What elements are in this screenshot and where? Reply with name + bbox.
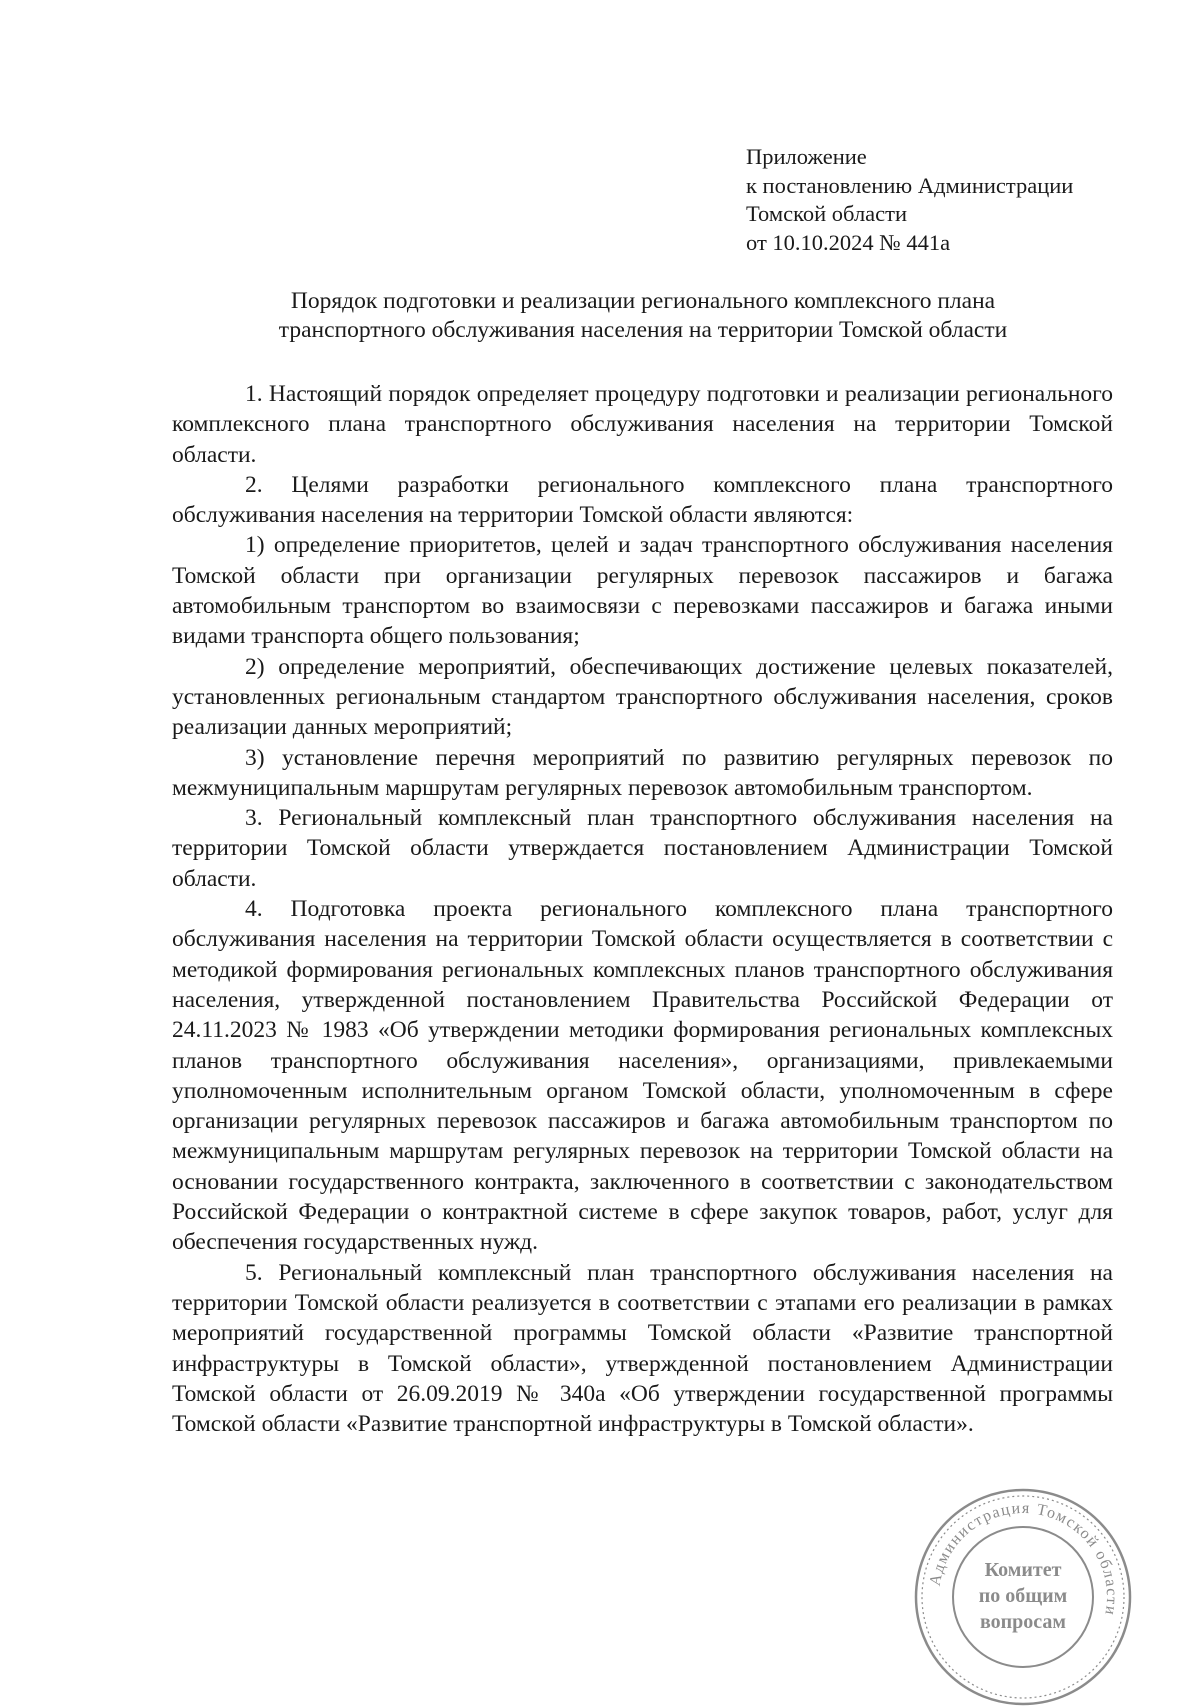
paragraph-3: 3. Региональный комплексный план транспортного обслуживания населения на территории Томской области утверждается постановлением Администрации Томской области. bbox=[172, 805, 1113, 892]
paragraph-2-item-2: 2) определение мероприятий, обеспечивающих достижение целевых показателей, установленных региональным стандартом транспортного обслуживания населения, сроков реализации данных мероприятий; bbox=[172, 653, 1113, 741]
document-title-line-1: Порядок подготовки и реализации регионального комплексного плана bbox=[290, 288, 996, 314]
paragraph-1: 1. Настоящий порядок определяет процедуру подготовки и реализации регионального комплексного плана транспортного обслуживания населения на территории Томской области. bbox=[172, 381, 1113, 468]
paragraph-5: 5. Региональный комплексный план транспортного обслуживания населения на территории Томской области реализуется в соответствии с этапами его реализации в рамках мероприятий государственной программы Томской области «Развитие транспортной инфраструктуры в Томской области», утвержденной постановлением Администрации Томской области от 26.09.2019 № 340а «Об утверждении государственной программы Томской области «Развитие транспортной инфраструктуры в Томской области». bbox=[172, 1259, 1113, 1438]
stamp-center-line-3: вопросам bbox=[979, 1611, 1067, 1633]
approval-line-region: Томской области bbox=[746, 201, 908, 226]
approval-line-appendix: Приложение bbox=[746, 144, 867, 169]
paragraph-4: 4. Подготовка проекта регионального комплексного плана транспортного обслуживания населения на территории Томской области осуществляется в соответствии с методикой формирования региональных комплексных планов транспортного обслуживания населения, утвержденной постановлением Правительства Российской Федерации от 24.11.2023 № 1983 «Об утверждении методики формирования региональных комплексных планов транспортного обслуживания населения», организациями, привлекаемыми уполномоченным исполнительным органом Томской области, уполномоченным в сфере организации регулярных перевозок пассажиров и багажа автомобильным транспортом по межмуниципальным маршрутам регулярных перевозок на территории Томской области на основании государственного контракта, заключенного в соответствии с законодательством Российской Федерации о контрактной системе в сфере закупок товаров, работ, услуг для обеспечения государственных нужд. bbox=[172, 896, 1113, 1256]
stamp-center-line-1: Комитет bbox=[984, 1559, 1062, 1581]
official-stamp bbox=[912, 1486, 1134, 1708]
stamp-center-line-2: по общим bbox=[978, 1585, 1068, 1607]
paragraph-2-item-1: 1) определение приоритетов, целей и задач транспортного обслуживания населения Томской области при организации регулярных перевозок пассажиров и багажа автомобильным транспортом во взаимосвязи с перевозками пассажиров и багажа иными видами транспорта общего пользования; bbox=[172, 532, 1113, 650]
document-body bbox=[172, 379, 1113, 1439]
document-title-line-2: транспортного обслуживания населения на территории Томской области bbox=[278, 317, 1008, 343]
approval-block bbox=[746, 143, 1073, 257]
document-title bbox=[172, 287, 1114, 345]
approval-line-resolution: к постановлению Администрации bbox=[746, 172, 1074, 198]
stamp-ring-text: Администрация Томской области bbox=[926, 1499, 1121, 1618]
approval-line-date-number: от 10.10.2024 № 441а bbox=[746, 229, 951, 255]
paragraph-2-item-3: 3) установление перечня мероприятий по развитию регулярных перевозок по межмуниципальным маршрутам регулярных перевозок автомобильным транспортом. bbox=[172, 744, 1113, 801]
paragraph-2: 2. Целями разработки регионального комплексного плана транспортного обслуживания населения на территории Томской области являются: bbox=[172, 471, 1113, 529]
